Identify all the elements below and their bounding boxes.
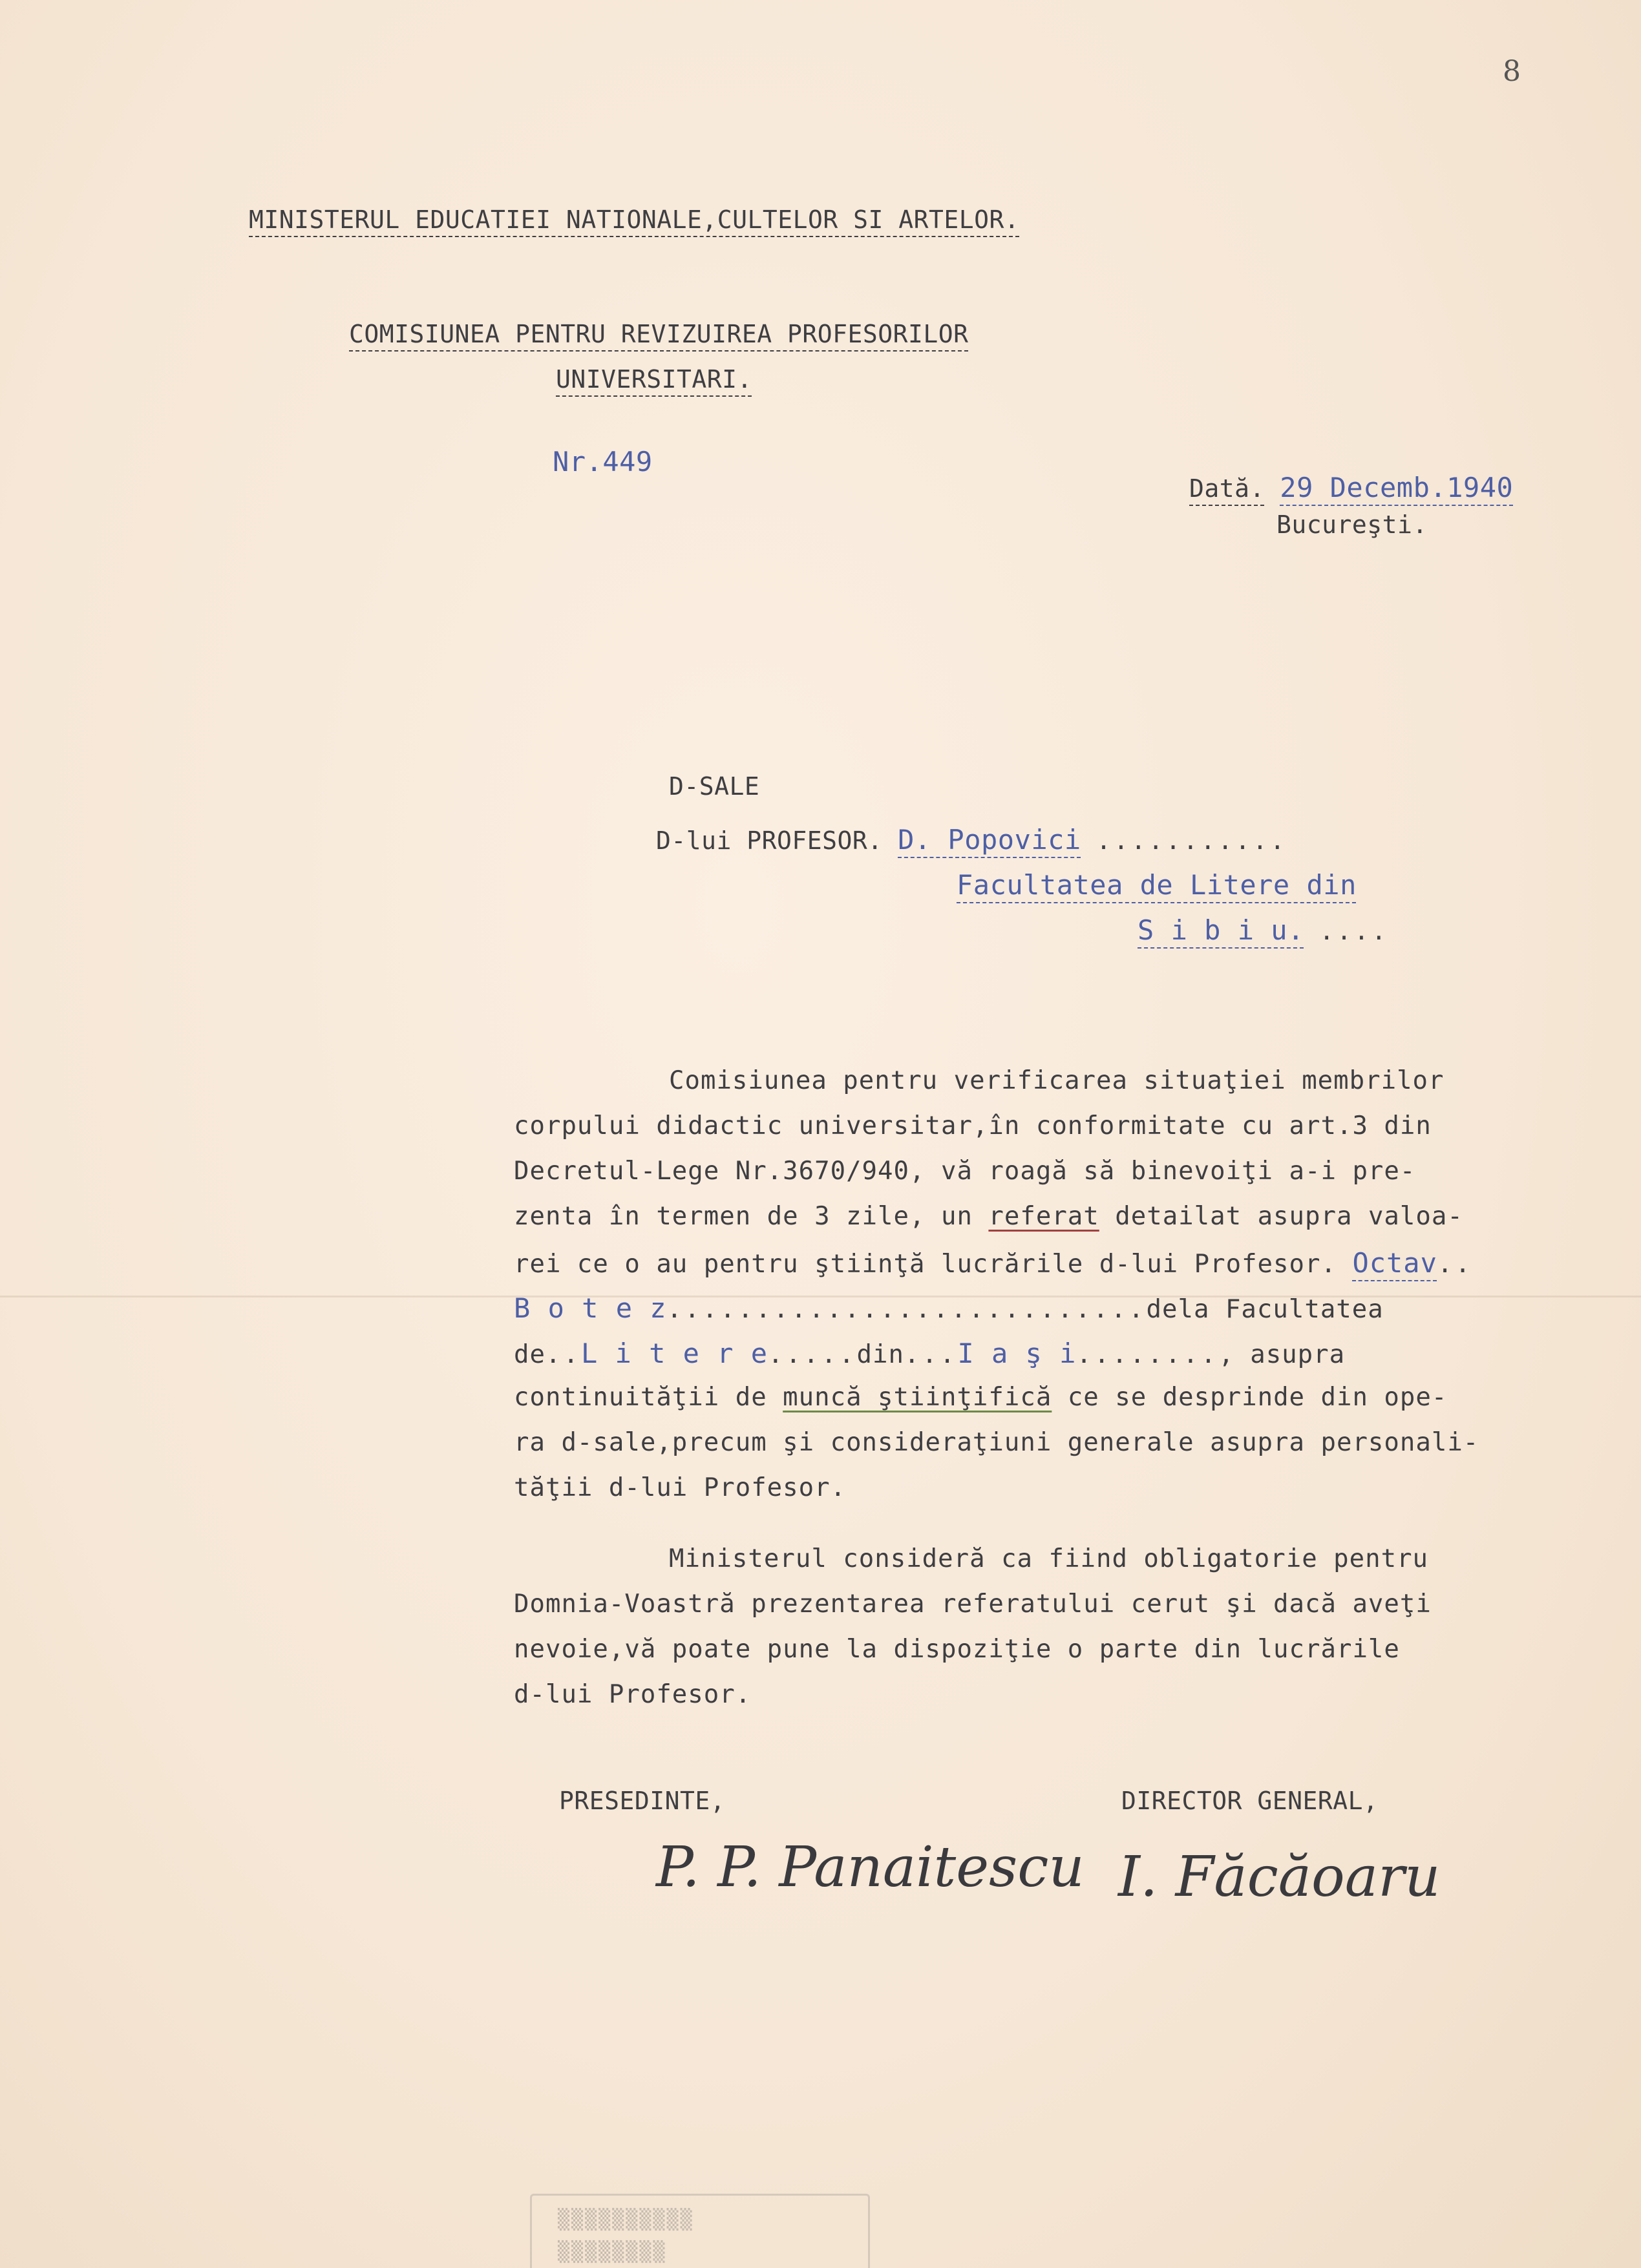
text-segment: din: [856, 1340, 904, 1369]
text-segment: continuităţii de: [514, 1383, 783, 1412]
body-p2-line-2: Domnia-Voastră prezentarea referatului cerut şi dacă aveţi: [514, 1590, 1432, 1619]
faint-archive-stamp: ▒▒▒▒▒▒▒▒▒▒ ▒▒▒▒▒▒▒▒: [530, 2194, 870, 2268]
date-label: Dată.: [1189, 474, 1265, 503]
text-segment: dela Facultatea: [1146, 1295, 1384, 1324]
addressee-prefix: D-lui PROFESOR.: [656, 826, 883, 855]
dotted-filler: ...........................: [666, 1295, 1147, 1324]
dotted-filler: ..: [545, 1340, 581, 1369]
dotted-filler: ...: [904, 1340, 958, 1369]
text-segment: ce se desprinde din ope-: [1052, 1383, 1448, 1412]
body-p2-line-1: Ministerul consideră ca fiind obligatorie pentru: [669, 1544, 1429, 1573]
referat-underlined: referat: [988, 1202, 1099, 1231]
body-line-5: [514, 1247, 1473, 1279]
body-line-9: ra d-sale,precum şi consideraţiuni generale asupra personali-: [514, 1428, 1479, 1457]
addressee-city: S i b i u.: [1138, 914, 1304, 946]
text-segment: rei ce o au pentru ştiinţă lucrările d-lui Profesor.: [514, 1250, 1337, 1279]
text-segment: detailat asupra valoa-: [1099, 1202, 1463, 1231]
dotted-filler: ...........: [1096, 826, 1287, 855]
text-segment: de: [514, 1340, 545, 1369]
text-segment: zenta în termen de 3 zile, un: [514, 1202, 989, 1231]
date-value: 29 Decemb.1940: [1280, 472, 1514, 503]
city-label: Bucureşti.: [1276, 510, 1428, 539]
dotted-filler: ..: [1437, 1250, 1473, 1279]
body-line-10: tăţii d-lui Profesor.: [514, 1473, 847, 1502]
president-label: PRESEDINTE,: [559, 1787, 726, 1815]
commission-title-line1: COMISIUNEA PENTRU REVIZUIREA PROFESORILOR: [349, 320, 969, 348]
date-field: [1189, 472, 1513, 503]
dotted-filler: ....: [1319, 917, 1389, 945]
subject-first-name: Octav: [1352, 1247, 1437, 1279]
ministry-title: MINISTERUL EDUCATIEI NATIONALE,CULTELOR SI ARTELOR.: [249, 205, 1020, 234]
subject-faculty: L i t e r e: [580, 1338, 768, 1369]
addressee-line: [656, 824, 1287, 856]
body-line-2: corpului didactic universitar,în conformitate cu art.3 din: [514, 1111, 1432, 1140]
document-number: Nr.449: [553, 446, 653, 478]
body-p2-line-4: d-lui Profesor.: [514, 1680, 752, 1709]
body-line-3: Decretul-Lege Nr.3670/940, vă roagă să binevoiţi a-i pre-: [514, 1157, 1416, 1186]
director-label: DIRECTOR GENERAL,: [1121, 1787, 1379, 1815]
subject-last-name: B o t e z: [514, 1292, 667, 1324]
text-segment: , asupra: [1218, 1340, 1346, 1369]
dotted-filler: ........: [1076, 1340, 1219, 1369]
body-line-6: [514, 1292, 1384, 1324]
scientific-work-underlined: muncă ştiinţifică: [783, 1383, 1052, 1412]
addressee-city-line: [1138, 914, 1389, 946]
body-line-4: [514, 1202, 1463, 1231]
addressee-name: D. Popovici: [898, 824, 1081, 856]
body-line-7: [514, 1338, 1345, 1369]
body-line-8: [514, 1383, 1447, 1412]
commission-title-line2: UNIVERSITARI.: [556, 365, 752, 394]
president-signature: P. P. Panaitescu: [656, 1835, 1085, 1900]
dotted-filler: .....: [768, 1340, 857, 1369]
body-line-1: Comisiunea pentru verificarea situaţiei membrilor: [669, 1066, 1445, 1095]
page-number: 8: [1503, 55, 1521, 88]
body-p2-line-3: nevoie,vă poate pune la dispoziţie o parte din lucrările: [514, 1635, 1400, 1664]
salutation: D-SALE: [669, 772, 760, 801]
director-signature: I. Făcăoaru: [1118, 1845, 1441, 1909]
addressee-faculty: Facultatea de Litere din: [957, 869, 1357, 901]
subject-city: I a ş i: [957, 1338, 1077, 1369]
